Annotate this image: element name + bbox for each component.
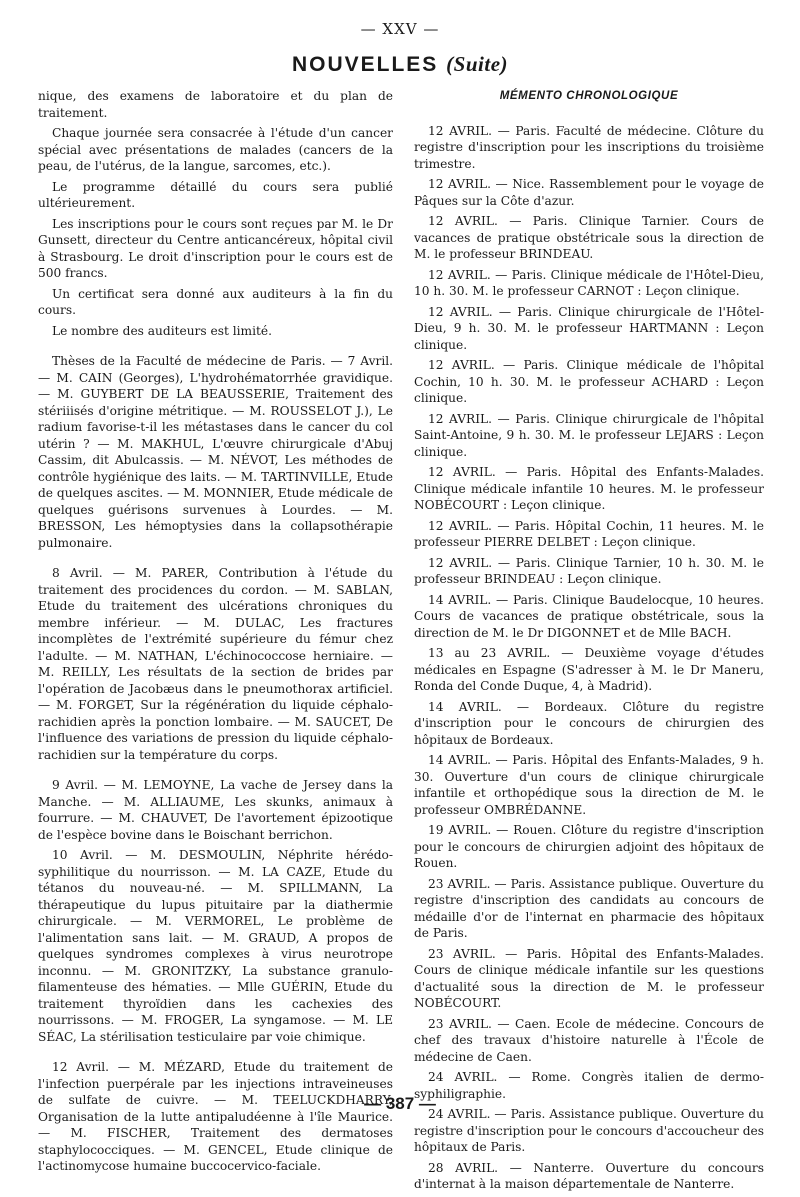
- paragraph-theses-9-avril: 9 Avril. — M. LEMOYNE, La vache de Jersey dans la Manche. — M. ALLIAUME, Les skunks, animaux à fourrure. — M. CHAUVET, De l'avortement épizootique de l'espèce bovine dans le Boischant berrichon.: [38, 778, 393, 842]
- memento-entry: 14 AVRIL. — Paris. Hôpital des Enfants-Malades, 9 h. 30. Ouverture d'un cours de clinique chirurgicale infantile et orthopédique sous la direction de M. le professeur OMBRÉDANNE.: [414, 753, 764, 817]
- paragraph-limited: Le nombre des auditeurs est limité.: [52, 323, 272, 338]
- memento-entry: 12 AVRIL. — Paris. Hôpital Cochin, 11 heures. M. le professeur PIERRE DELBET : Leçon clinique.: [414, 518, 764, 549]
- memento-entry: 12 AVRIL. — Paris. Clinique Tarnier, 10 h. 30. M. le professeur BRINDEAU : Leçon clinique.: [414, 555, 764, 586]
- paragraph-certificate: Un certificat sera donné aux auditeurs à la fin du cours.: [38, 286, 393, 317]
- left-column: [38, 88, 393, 1179]
- right-column-memento: [414, 88, 764, 1197]
- roman-page-numeral: — XXV —: [360, 20, 440, 38]
- memento-entry: 14 AVRIL. — Bordeaux. Clôture du registre d'inscription pour le concours de chirurgien des hôpitaux de Bordeaux.: [414, 699, 764, 747]
- memento-entry: 19 AVRIL. — Rouen. Clôture du registre d'inscription pour le concours de chirurgien adjoint des hôpitaux de Rouen.: [414, 823, 764, 870]
- memento-entry: 12 AVRIL. — Paris. Clinique Tarnier. Cours de vacances de pratique obstétricale sous la direction de M. le professeur BRINDEAU.: [414, 214, 764, 261]
- memento-entry: 12 AVRIL. — Nice. Rassemblement pour le voyage de Pâques sur la Côte d'azur.: [414, 177, 764, 208]
- memento-entry: 24 AVRIL. — Paris. Assistance publique. Ouverture du registre d'inscription pour le concours d'accoucheur des hôpitaux de Paris.: [414, 1107, 764, 1154]
- memento-entry: 23 AVRIL. — Paris. Hôpital des Enfants-Malades. Cours de clinique médicale infantile sur les questions d'actualité sous la direction de M. le professeur NOBÉCOURT.: [414, 946, 764, 1010]
- memento-heading: MÉMENTO CHRONOLOGIQUE: [499, 90, 679, 102]
- paragraph-inscriptions: Les inscriptions pour le cours sont reçues par M. le Dr Gunsett, directeur du Centre anticancéreux, hôpital civil à Strasbourg. Le droit d'inscription pour le cours est de 500 francs.: [38, 216, 393, 280]
- memento-entry: 12 AVRIL. — Paris. Faculté de médecine. Clôture du registre d'inscription pour les inscriptions du troisième trimestre.: [414, 123, 764, 171]
- memento-entry: 28 AVRIL. — Nanterre. Ouverture du concours d'internat à la maison départementale de Nanterre.: [414, 1160, 764, 1191]
- memento-entry: 23 AVRIL. — Paris. Assistance publique. Ouverture du registre d'inscription des candidats au concours de médaille d'or de l'internat en pharmacie des hôpitaux de Paris.: [414, 876, 764, 940]
- memento-entry: 12 AVRIL. — Paris. Clinique médicale de l'Hôtel-Dieu, 10 h. 30. M. le professeur CARNOT : Leçon clinique.: [414, 267, 764, 298]
- memento-entry: 12 AVRIL. — Paris. Clinique chirurgicale de l'Hôtel-Dieu, 9 h. 30. M. le professeur HARTMANN : Leçon clinique.: [414, 304, 764, 352]
- paragraph-theses-7-avril: Thèses de la Faculté de médecine de Paris. — 7 Avril. — M. CAIN (Georges), L'hydrohématorrhée gravidique. — M. GUYBERT DE LA BEAUSSERIE, Traitement des stériiisés d'origine métritique. — M. ROUSSELOT J.), Le radium favorise-t-il les métastases dans le cancer du col utérin ? — M. MAKHUL, L'œuvre chirurgicale d'Abuj Cassim, dit Abulcassis. — M. NÉVOT, Les méthodes de contrôle hygiénique des laits. — M. TARTINVILLE, Etude de quelques ascites. — M. MONNIER, Etude médicale de quelques guérisons survenues à Lourdes. — M. BRESSON, Les hémoptysies dans la collapsothérapie pulmonaire.: [38, 354, 393, 550]
- paragraph-theses-8-avril: 8 Avril. — M. PARER, Contribution à l'étude du traitement des procidences du cordon. — M. SABLAN, Etude du traitement des ulcérations chroniques du membre inférieur. — M. DULAC, Les fractures incomplètes de l'extrémité supérieure du fémur chez l'adulte. — M. NATHAN, L'échinococcose herniaire. — M. REILLY, Les résultats de la section de brides par l'opération de Jacobæus dans le pneumothorax artificiel. — M. FORGET, Sur la régénération du liquide céphalo-rachidien après la ponction lombaire. — M. SAUCET, De l'influence des variations de pression du liquide céphalo-rachidien sur la température du corps.: [38, 566, 393, 762]
- paragraph-programme: Le programme détaillé du cours sera publié ultérieurement.: [38, 179, 393, 210]
- section-title-main: NOUVELLES: [291, 53, 439, 76]
- memento-entry: 12 AVRIL. — Paris. Clinique chirurgicale de l'hôpital Saint-Antoine, 9 h. 30. M. le professeur LEJARS : Leçon clinique.: [414, 411, 764, 459]
- paragraph-theses-10-avril: 10 Avril. — M. DESMOULIN, Néphrite hérédo-syphilitique du nourrisson. — M. LA CAZE, Etude du tétanos du nouveau-né. — M. SPILLMANN, La thérapeutique du lupus pituitaire par la diathermie chirurgicale. — M. VERMOREL, Le problème de l'alimentation sans lait. — M. GRAUD, A propos de quelques syndromes complexes à virus neurotrope inconnu. — M. GRONITZKY, La substance granulo-filamenteuse des hématies. — Mlle GUÉRIN, Etude du traitement thyroïdien dans les cachexies des nourrissons. — M. FROGER, La syngamose. — M. LE SÉAC, La stérilisation testiculaire par voie chimique.: [38, 848, 393, 1044]
- memento-entry: 12 AVRIL. — Paris. Hôpital des Enfants-Malades. Clinique médicale infantile 10 heures. M. le professeur NOBÉCOURT : Leçon clinique.: [414, 465, 764, 512]
- memento-entry: 23 AVRIL. — Caen. Ecole de médecine. Concours de chef des travaux d'histoire naturelle à l'École de médecine de Caen.: [414, 1016, 764, 1064]
- page-number: — 387 —: [364, 1094, 436, 1113]
- memento-entry: 14 AVRIL. — Paris. Clinique Baudelocque, 10 heures. Cours de vacances de pratique obstétricale, sous la direction de M. le Dr DIGONNET et de Mlle BACH.: [414, 592, 764, 640]
- paragraph-course-intro: nique, des examens de laboratoire et du plan de traitement.: [38, 89, 393, 120]
- section-title-suite: (Suite): [446, 52, 509, 76]
- paragraph-theses-12-avril: 12 Avril. — M. MÉZARD, Etude du traitement de l'infection puerpérale par les injections intraveineuses de sulfate de cuivre. — M. TEELUCKDHARRY, Organisation de la lutte antipaludéenne à l'île Maurice. — M. FISCHER, Traitement des dermatoses staphylococciques. — M. GENCEL, Etude clinique de l'actinomycose humaine buccocervico-faciale.: [38, 1060, 393, 1173]
- memento-entry: 24 AVRIL. — Rome. Congrès italien de dermo-syphiligraphie.: [414, 1070, 764, 1101]
- memento-entry: 12 AVRIL. — Paris. Clinique médicale de l'hôpital Cochin, 10 h. 30. M. le professeur ACHARD : Leçon clinique.: [414, 358, 764, 405]
- memento-entry: 13 au 23 AVRIL. — Deuxième voyage d'études médicales en Espagne (S'adresser à M. le Dr Maneru, Ronda del Conde Duque, 4, à Madrid).: [414, 646, 764, 693]
- section-title: [0, 52, 800, 77]
- paragraph-daily-cancer: Chaque journée sera consacrée à l'étude d'un cancer spécial avec présentations de malades (cancers de la peau, de l'utérus, de la langue, sarcomes, etc.).: [38, 126, 393, 173]
